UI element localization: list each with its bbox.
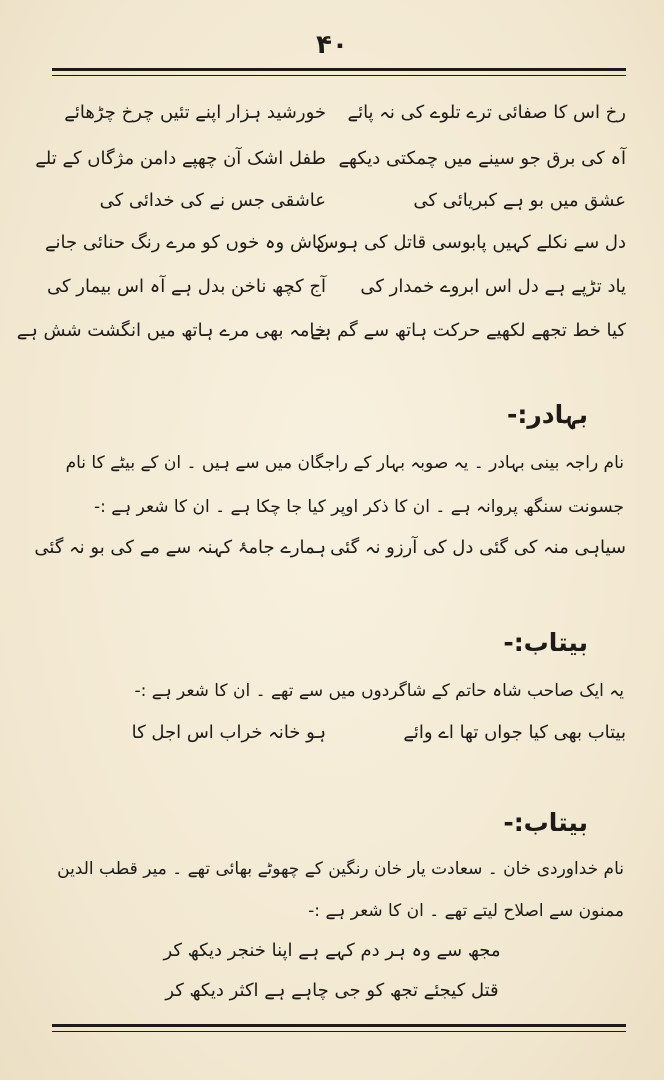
couplet: [35, 148, 626, 188]
couplet: [56, 190, 626, 230]
misra-first: یاد تڑپے ہے دل اس ابروے خمدار کی: [360, 276, 626, 297]
couplet: [45, 232, 626, 272]
couplet: [46, 276, 626, 316]
misra-second: خامہ بھی مرے ہاتھ میں انگشت شش ہے: [16, 320, 326, 341]
couplet: [56, 102, 626, 142]
misra-first: بیتاب بھی کیا جواں تھا اے وائے: [403, 722, 626, 743]
misra-first: آہ کی برق جو سینے میں چمکتی دیکھے: [338, 148, 626, 169]
misra-first: سیاہی منہ کی گئی دل کی آرزو نہ گئی: [330, 537, 626, 558]
centered-verse-line: قتل کیجئے تجھ کو جی چاہے ہے اکثر دیکھ کر: [165, 980, 499, 1001]
misra-first: کیا خط تجھے لکھیے حرکت ہاتھ سے گم ہے: [310, 320, 626, 341]
top-rule: [52, 68, 626, 71]
section-heading: بیتاب:-: [503, 628, 588, 657]
prose-line: نام خداوردی خان ۔ سعادت یار خان رنگین کے چھوٹے بھائی تھے ۔ میر قطب الدین: [57, 859, 624, 879]
couplet: [16, 320, 626, 360]
misra-second: آج کچھ ناخن بدل ہے آہ اس بیمار کی: [46, 276, 326, 297]
misra-second: ہو خانہ خراب اس اجل کا: [131, 722, 326, 743]
bottom-rule: [52, 1024, 626, 1027]
centered-verse-line: مجھ سے وہ ہر دم کہے ہے اپنا خنجر دیکھ کر: [163, 940, 501, 961]
section-heading: بہادر:-: [506, 400, 588, 429]
misra-second: کاش وہ خوں کو مرے رنگ حنائی جانے: [45, 232, 326, 253]
misra-second: عاشقی جس نے کی خدائی کی: [99, 190, 326, 211]
top-rule-thin: [52, 75, 626, 76]
couplet: [34, 537, 626, 577]
prose-line: ممنون سے اصلاح لیتے تھے ۔ ان کا شعر ہے :-: [308, 901, 624, 921]
page-number: ۴۰: [316, 30, 348, 60]
prose-line: یہ ایک صاحب شاہ حاتم کے شاگردوں میں سے تھے ۔ ان کا شعر ہے :-: [134, 681, 624, 701]
misra-second: ہمارے جامۂ کہنہ سے مے کی بو نہ گئی: [34, 537, 326, 558]
misra-second: طفل اشک آن چھپے دامن مژگاں کے تلے: [35, 148, 326, 169]
bottom-rule-thin: [52, 1031, 626, 1032]
couplet: [56, 722, 626, 762]
misra-first: عشق میں بو ہے کبریائی کی: [413, 190, 626, 211]
prose-line: نام راجہ بینی بہادر ۔ یہ صوبہ بہار کے راجگان میں سے ہیں ۔ ان کے بیٹے کا نام: [65, 453, 624, 473]
misra-first: دل سے نکلے کہیں پابوسی قاتل کی ہوس: [316, 232, 626, 253]
prose-line: جسونت سنگھ پروانہ ہے ۔ ان کا ذکر اوپر کیا جا چکا ہے ۔ ان کا شعر ہے :-: [94, 497, 624, 517]
section-heading: بیتاب:-: [503, 808, 588, 837]
misra-first: رخ اس کا صفائی ترے تلوے کی نہ پائے: [347, 102, 626, 123]
misra-second: خورشید ہزار اپنے تئیں چرخ چڑھائے: [64, 102, 326, 123]
